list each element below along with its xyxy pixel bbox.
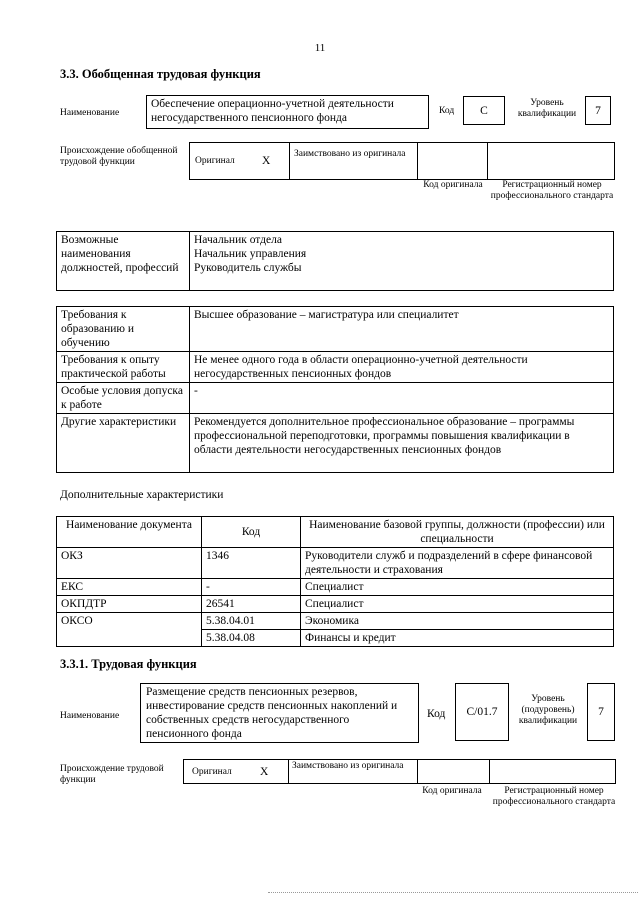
cell-doc: ОКПДТР <box>57 596 202 613</box>
table-row <box>57 613 614 630</box>
cell-code: - <box>202 579 301 596</box>
function-original-mark: X <box>260 766 269 778</box>
cell-code: 1346 <box>202 548 301 579</box>
cell-code: 5.38.04.01 <box>202 613 301 630</box>
code-label: Код <box>439 106 455 116</box>
function-reg-caption: Регистрационный номер профессионального стандарта <box>492 786 616 807</box>
original-label: Оригинал <box>195 156 235 166</box>
function-code-value: C/01.7 <box>455 683 509 741</box>
function-borrowed-label: Заимствовано из оригинала <box>292 761 404 771</box>
cell-name: Специалист <box>301 596 614 613</box>
name-value: Обеспечение операционно-учетной деятельности негосударственного пенсионного фонда <box>146 95 429 129</box>
position-item: Руководитель службы <box>194 262 302 274</box>
table-row <box>57 596 614 613</box>
origin-label: Происхождение обобщенной трудовой функции <box>60 146 178 167</box>
table-row <box>57 548 614 579</box>
position-item: Начальник отдела <box>194 234 282 246</box>
page-number: 11 <box>314 42 326 54</box>
cell-doc: ЕКС <box>57 579 202 596</box>
col-header-code: Код <box>202 517 301 548</box>
function-name-value: Размещение средств пенсионных резервов, инвестирование средств пенсионных накоплений и собственных средств негосударственного пенсионного фонда <box>140 683 419 743</box>
additional-title: Дополнительные характеристики <box>60 489 224 501</box>
cell-name: Экономика <box>301 613 614 630</box>
code-orig-caption: Код оригинала <box>423 180 483 190</box>
col-header-name: Наименование базовой группы, должности (профессии) или специальности <box>301 517 614 548</box>
function-level-value: 7 <box>587 683 615 741</box>
function-origin-label: Происхождение трудовой функции <box>60 764 164 785</box>
function-name-label: Наименование <box>60 711 120 721</box>
function-code-label: Код <box>427 708 446 720</box>
cell-code: 26541 <box>202 596 301 613</box>
req-value: Рекомендуется дополнительное профессиональное образование – программы профессиональной переподготовки, программы повышения квалификации в области деятельности негосударственных пенсионных фондов <box>190 414 614 473</box>
req-value: Высшее образование – магистратура или специалитет <box>190 307 614 352</box>
function-original-label: Оригинал <box>192 767 232 777</box>
col-header-doc: Наименование документа <box>57 517 202 548</box>
code-value: C <box>463 96 505 125</box>
level-value: 7 <box>585 96 611 125</box>
positions-values <box>190 232 614 291</box>
req-value: - <box>190 383 614 414</box>
original-mark: X <box>262 155 271 167</box>
req-label: Требования к образованию и обучению <box>57 307 190 352</box>
requirements-table <box>56 306 614 473</box>
req-label: Другие характеристики <box>57 414 190 473</box>
origin-box <box>189 142 615 180</box>
name-label: Наименование <box>60 108 120 118</box>
cell-name: Руководители служб и подразделений в сфере финансовой деятельности и страхования <box>301 548 614 579</box>
req-label: Особые условия допуска к работе <box>57 383 190 414</box>
cell-code: 5.38.04.08 <box>202 630 301 647</box>
cell-doc: ОКСО <box>57 613 202 647</box>
page-divider <box>268 892 638 893</box>
positions-label: Возможные наименования должностей, профессий <box>57 232 190 291</box>
table-row <box>57 579 614 596</box>
cell-doc: ОКЗ <box>57 548 202 579</box>
reg-caption: Регистрационный номер профессионального стандарта <box>490 180 614 201</box>
additional-table <box>56 516 614 647</box>
section-title: 3.3. Обобщенная трудовая функция <box>60 67 261 81</box>
cell-name: Финансы и кредит <box>301 630 614 647</box>
position-item: Начальник управления <box>194 248 307 260</box>
function-title: 3.3.1. Трудовая функция <box>60 657 197 671</box>
borrowed-label: Заимствовано из оригинала <box>294 149 406 159</box>
req-value: Не менее одного года в области операционно-учетной деятельности негосударственных пенсионных фондов <box>190 352 614 383</box>
function-code-orig-caption: Код оригинала <box>422 786 482 796</box>
positions-table <box>56 231 614 291</box>
cell-name: Специалист <box>301 579 614 596</box>
level-label: Уровень квалификации <box>517 98 577 119</box>
function-origin-box <box>183 759 616 784</box>
function-level-label: Уровень (подуровень) квалификации <box>518 694 578 726</box>
req-label: Требования к опыту практической работы <box>57 352 190 383</box>
